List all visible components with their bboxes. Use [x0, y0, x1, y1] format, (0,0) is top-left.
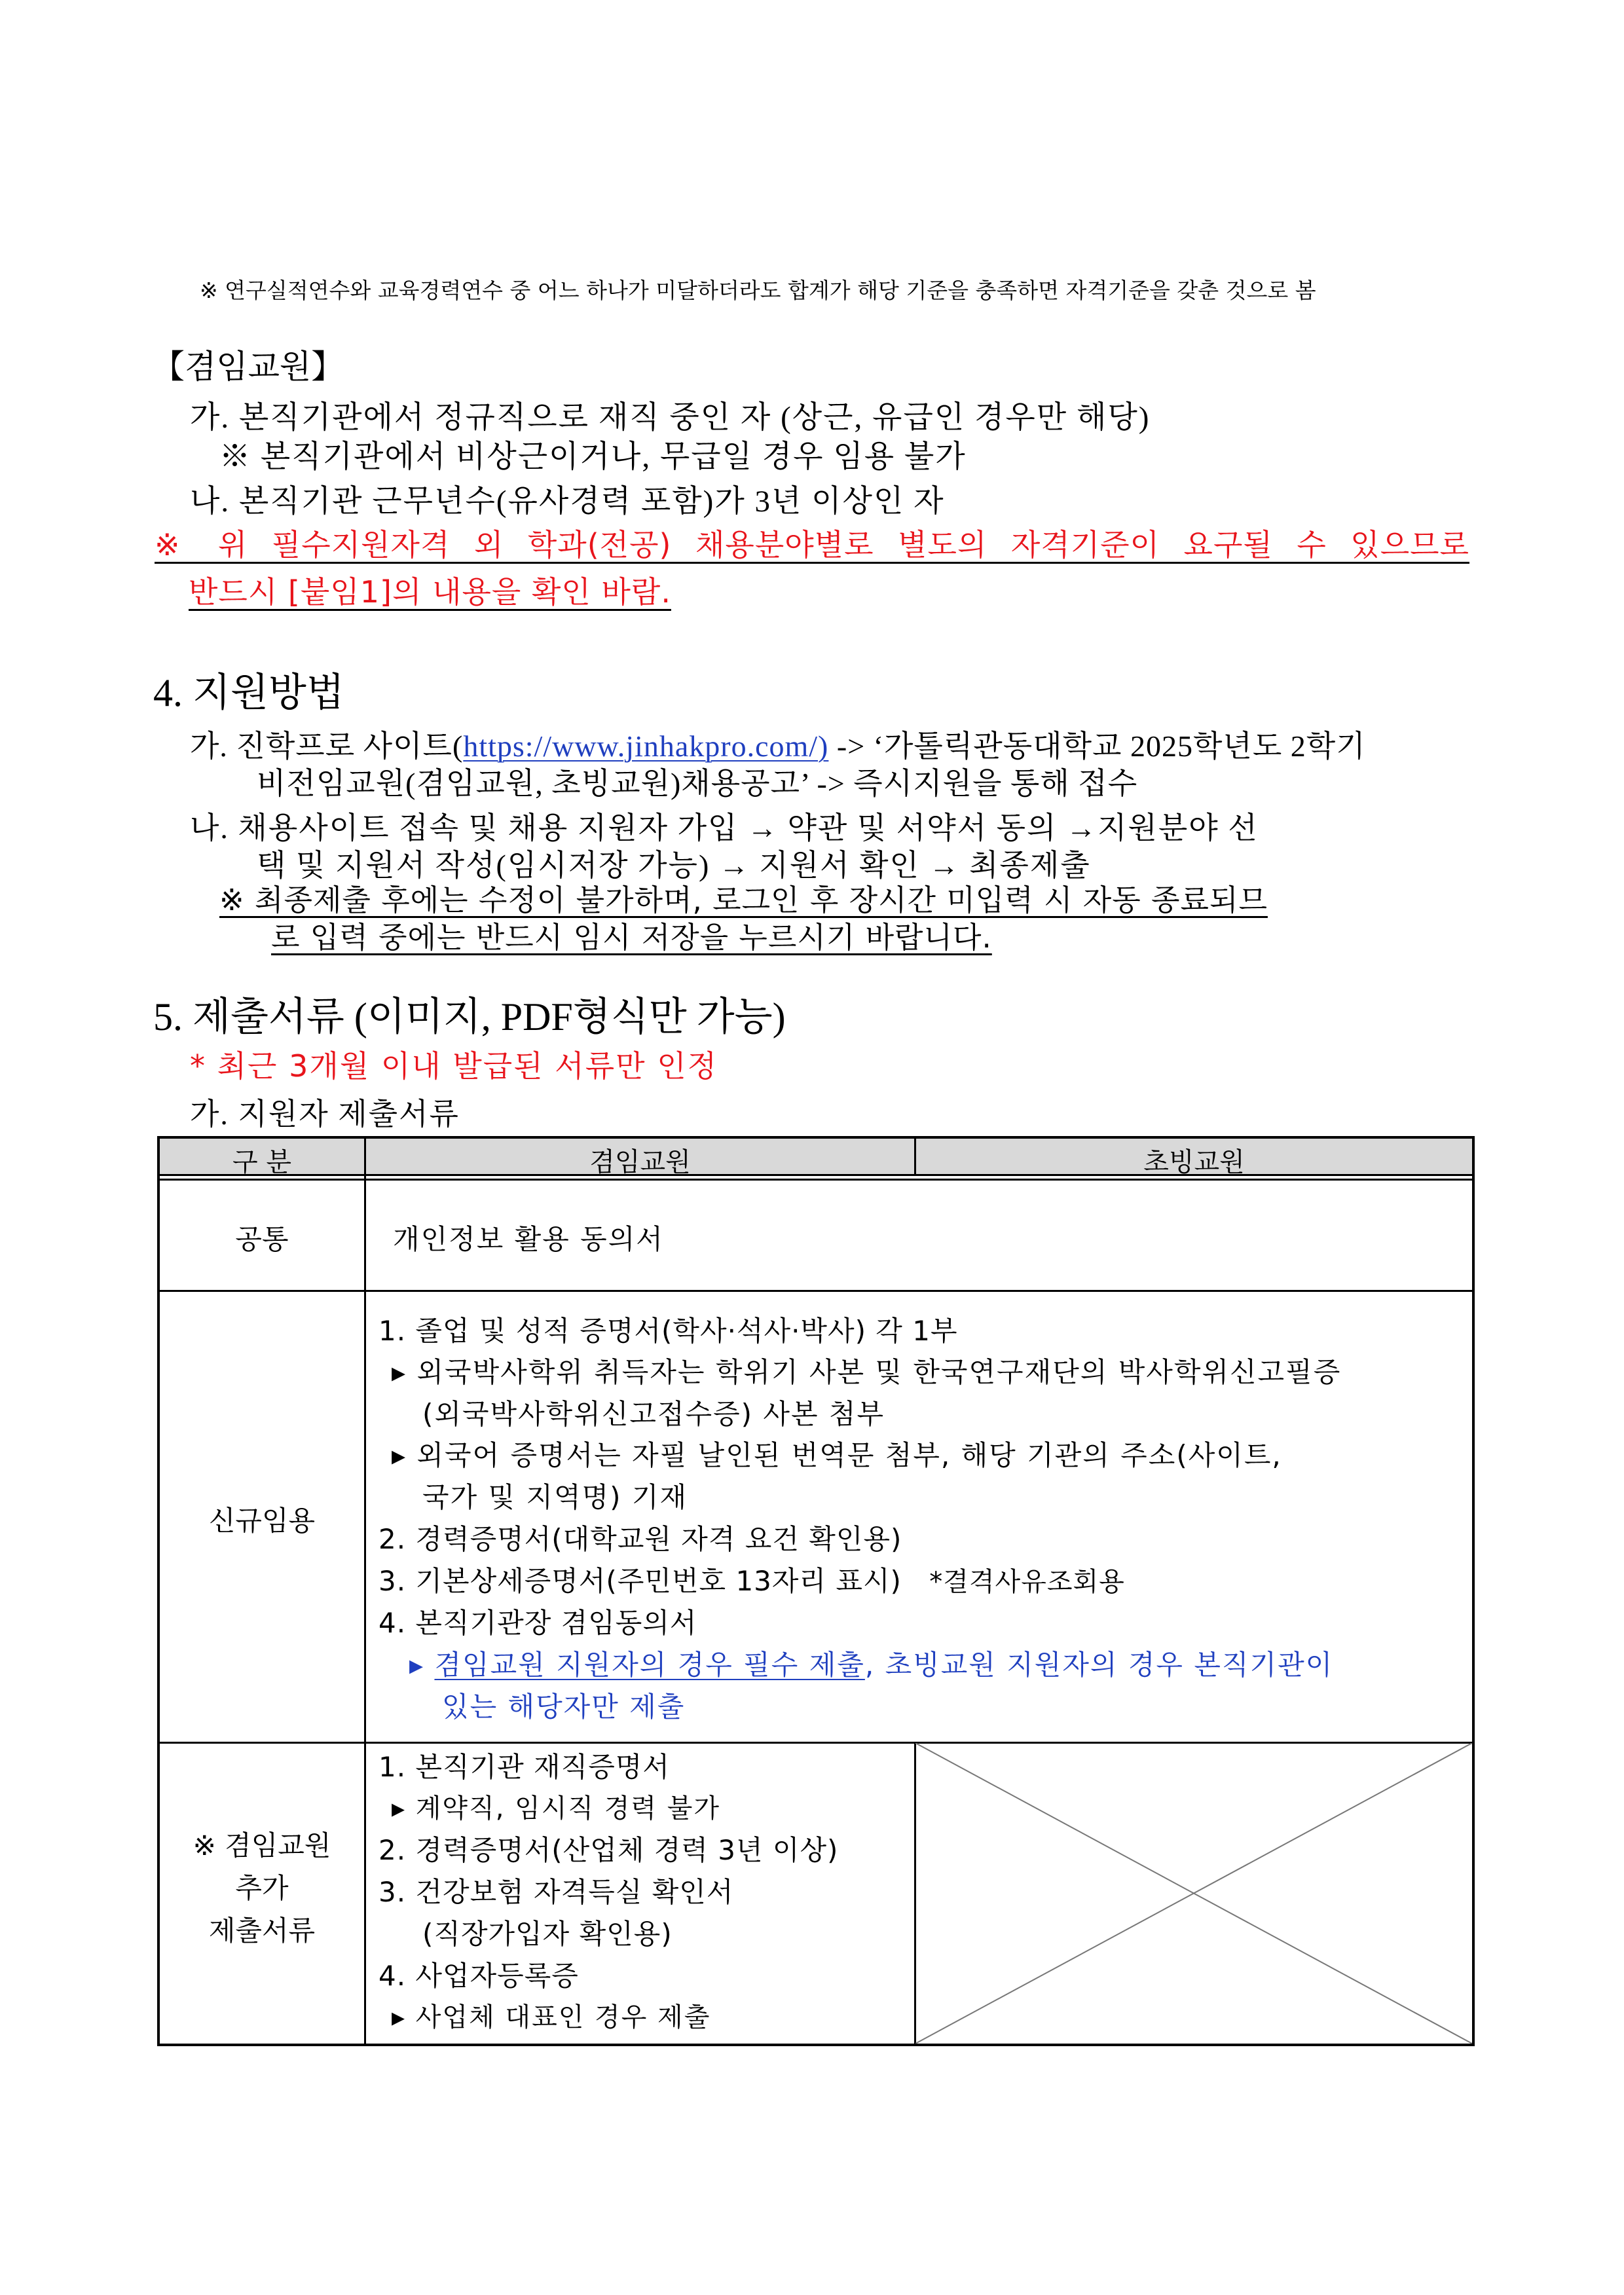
row-new-line9-rest: , 초빙교원 지원자의 경우 본직기관이 [864, 1649, 1334, 1681]
row-common-content: 개인정보 활용 동의서 [393, 1223, 664, 1255]
adjunct-warning-line2: 반드시 [붙임1]의 내용을 확인 바람. [189, 574, 671, 610]
top-note: ※ 연구실적연수와 교육경력연수 중 어느 하나가 미달하더라도 합계가 해당 기준을 충족하면 자격기준을 갖춘 것으로 봄 [200, 278, 1316, 303]
row-new-line1: 1. 졸업 및 성적 증명서(학사·석사·박사) 각 1부 [378, 1315, 958, 1347]
section4-item-ga-suffix: -> ‘가톨릭관동대학교 2025학년도 2학기 [828, 729, 1366, 763]
adjunct-item-na: 나. 본직기관 근무년수(유사경력 포함)가 3년 이상인 자 [190, 485, 945, 519]
row-new-line9-underlined: 겸임교원 지원자의 경우 필수 제출 [434, 1649, 865, 1681]
jinhakpro-link[interactable]: https://www.jinhakpro.com/) [463, 729, 829, 763]
header-category: 구 분 [232, 1147, 291, 1177]
header-adjunct: 겸임교원 [589, 1147, 691, 1177]
row-adjunct-line5: (직장가입자 확인용) [422, 1918, 673, 1950]
empty-cell-cross [915, 1743, 1472, 2044]
row-adjunct-line2: ▸ 계약직, 임시직 경력 불가 [392, 1793, 721, 1824]
section4-item-ga-line2: 비전임교원(겸임교원, 초빙교원)채용공고’ -> 즉시지원을 통해 접수 [257, 767, 1138, 800]
row-new-line4: ▸ 외국어 증명서는 자필 날인된 번역문 첨부, 해당 기관의 주소(사이트, [392, 1439, 1282, 1471]
row-new-line7-note: *결격사유조회용 [929, 1567, 1125, 1597]
section4-item-na-line1: 나. 채용사이트 접속 및 채용 지원자 가입 → 약관 및 서약서 동의 →지원분야 선 [190, 811, 1259, 845]
row-adjunct-line7: ▸ 사업체 대표인 경우 제출 [392, 2002, 711, 2032]
adjunct-item-ga-note: ※ 본직기관에서 비상근이거나, 무급일 경우 임용 불가 [219, 440, 967, 474]
row-new-line9 [409, 1643, 1333, 1683]
section4-title: 4. 지원방법 [153, 671, 344, 714]
section4-note-line2: 로 입력 중에는 반드시 임시 저장을 누르시기 바랍니다. [271, 920, 992, 955]
row-adjunct-label1: ※ 겸임교원 [193, 1829, 331, 1862]
row-new-line7 [378, 1560, 1125, 1599]
row-new-line8: 4. 본직기관장 겸임동의서 [378, 1607, 697, 1639]
col-divider-1 [364, 1139, 366, 2044]
row-adjunct-line6: 4. 사업자등록증 [378, 1960, 579, 1992]
row-adjunct-line3: 2. 경력증명서(산업체 경력 3년 이상) [378, 1834, 839, 1866]
adjunct-item-ga: 가. 본직기관에서 정규직으로 재직 중인 자 (상근, 유급인 경우만 해당) [190, 401, 1151, 435]
row-adjunct-label2: 추가 [235, 1872, 289, 1904]
row-new-line7-main: 3. 기본상세증명서(주민번호 13자리 표시) [378, 1565, 902, 1597]
row-divider-1 [160, 1290, 1472, 1292]
triangle-bullet-icon: ▸ [409, 1649, 425, 1681]
row-new-line2: ▸ 외국박사학위 취득자는 학위기 사본 및 한국연구재단의 박사학위신고필증 [392, 1356, 1342, 1388]
header-invited: 초빙교원 [1143, 1147, 1245, 1177]
row-adjunct-label3: 제출서류 [208, 1915, 316, 1947]
row-adjunct-line1: 1. 본직기관 재직증명서 [378, 1751, 670, 1783]
row-new-line3: (외국박사학위신고접수증) 사본 첨부 [422, 1398, 885, 1430]
header-divider-2 [160, 1179, 1472, 1181]
section4-item-ga-prefix: 가. 진학프로 사이트( [190, 729, 464, 763]
section5-notice: * 최근 3개월 이내 발급된 서류만 인정 [190, 1048, 718, 1084]
row-adjunct-line4: 3. 건강보험 자격득실 확인서 [378, 1876, 734, 1908]
adjunct-heading: 【겸임교원】 [152, 348, 344, 385]
section5-sub: 가. 지원자 제출서류 [190, 1097, 460, 1131]
row-common-label: 공통 [235, 1223, 289, 1255]
adjunct-warning-line1: ※ 위 필수지원자격 외 학과(전공) 채용분야별로 별도의 자격기준이 요구될 수 있으므로 [155, 527, 1469, 562]
row-new-line6: 2. 경력증명서(대학교원 자격 요건 확인용) [378, 1523, 902, 1555]
section4-note-line1: ※ 최종제출 후에는 수정이 불가하며, 로그인 후 장시간 미입력 시 자동 종료되므 [219, 883, 1268, 917]
row-new-line10: 있는 해당자만 제출 [442, 1691, 686, 1723]
section4-item-na-line2: 택 및 지원서 작성(임시저장 가능) → 지원서 확인 → 최종제출 [257, 849, 1091, 882]
row-new-label: 신규임용 [208, 1505, 316, 1537]
row-new-line5: 국가 및 지역명) 기재 [422, 1481, 688, 1513]
section5-title: 5. 제출서류 (이미지, PDF형식만 가능) [153, 995, 786, 1038]
